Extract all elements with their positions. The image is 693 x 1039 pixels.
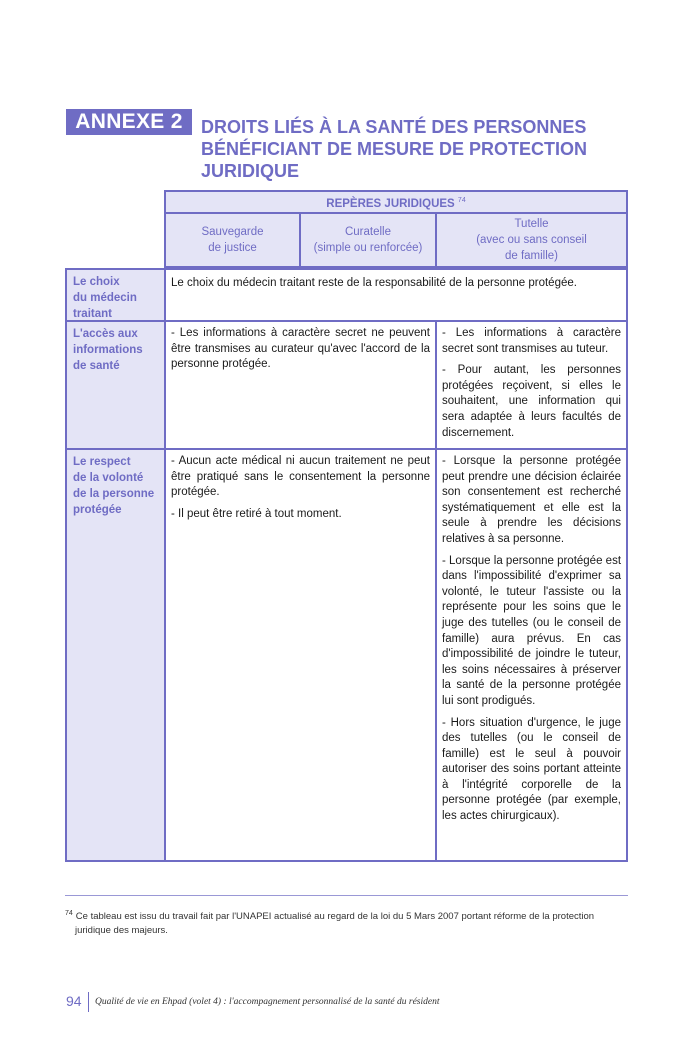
row-label-line: L'accès aux [73,328,138,340]
col-header-line: de justice [208,242,257,254]
cell-acces-tutelle [435,320,628,450]
col-header-line: de famille) [504,250,559,262]
legal-rights-table [65,190,628,862]
footnote-number: 74 [65,910,73,917]
col-header-sauvegarde [164,212,301,268]
row-label-line: Le respect [73,456,131,468]
cell-respect-tutelle [435,448,628,862]
row-label-line: protégée [73,504,122,516]
title-line: BÉNÉFICIANT DE MESURE DE PROTECTION [201,139,588,159]
row-label-acces [65,320,166,450]
col-header-tutelle [435,212,628,268]
col-header-line: Tutelle [514,218,549,230]
row-label-line: de santé [73,360,120,372]
row-label-line: informations [73,344,143,356]
row-label-respect [65,448,166,862]
page-number: 94 [66,993,82,1009]
footnote [65,907,628,938]
footnote-ref: 74 [457,196,466,204]
row-label-line: du médecin [73,292,137,304]
title-line: JURIDIQUE [201,161,300,181]
cell-paragraph: - Pour autant, les personnes protégées reçoivent, si elles le souhaitent, une information qui sera adaptée à leurs facultés de discernement. [442,364,621,439]
title-line: DROITS LIÉS À LA SANTÉ DES PERSONNES [201,117,587,137]
cell-acces-sauvegarde-curatelle [164,320,437,450]
cell-paragraph: - Lorsque la personne protégée peut prendre une décision éclairée son consentement est recherché systématiquement et elle est la seule à prendre les décisions relatives à sa personne. [442,455,621,545]
col-header-curatelle [299,212,437,268]
col-header-line: Curatelle [344,226,392,238]
row-label-line: de la volonté [73,472,144,484]
cell-paragraph: - Les informations à caractère secret sont transmises au tuteur. [442,327,621,355]
row-label-line: Le choix [73,276,120,288]
cell-paragraph: - Aucun acte médical ni aucun traitement ne peut être pratiqué sans le consentement la personne protégée. [171,455,430,499]
col-header-line: (avec ou sans conseil [476,234,587,246]
cell-paragraph: Le choix du médecin traitant reste de la responsabilité de la personne protégée. [171,277,577,289]
annex-badge: ANNEXE 2 [66,109,192,135]
cell-paragraph: - Lorsque la personne protégée est dans l'impossibilité d'exprimer sa volonté, le tuteur l'assiste ou la représente pour les soins que le juge des tutelles (ou le conseil de famille) aura prévus. En cas d'impossibilité de joindre le tuteur, les soins nécessaires à préserver la santé de la personne protégée lui sont prodigués. [442,554,622,707]
footnote-text: Ce tableau est issu du travail fait par l'UNAPEI actualisé au regard de la loi du 5 Mars 2007 portant réforme de la protection juridique des majeurs. [75,911,595,937]
super-header-cell [164,190,628,214]
footnote-divider [65,895,628,896]
running-title: Qualité de vie en Ehpad (volet 4) : l'accompagnement personnalisé de la santé du résident [95,997,440,1007]
cell-choix-merged [164,268,628,322]
footer-divider [88,992,89,1012]
cell-paragraph: - Les informations à caractère secret ne peuvent être transmises au curateur qu'avec l'accord de la personne protégée. [171,327,430,371]
cell-respect-sauvegarde-curatelle [164,448,437,862]
cell-paragraph: - Hors situation d'urgence, le juge des tutelles (ou le conseil de famille) est le seul à pouvoir autoriser des soins portant atteinte à l'intégrité corporelle de la personne protégée (par exemple, les actes chirurgicaux). [442,716,621,823]
cell-paragraph: - Il peut être retiré à tout moment. [171,507,342,520]
page-title [201,116,641,182]
col-header-line: Sauvegarde [201,226,264,238]
col-header-line: (simple ou renforcée) [313,242,423,254]
row-label-line: de la personne [73,488,155,500]
row-label-choix [65,268,166,322]
row-label-line: traitant [73,308,112,320]
super-header-label: REPÈRES JURIDIQUES [326,197,455,210]
